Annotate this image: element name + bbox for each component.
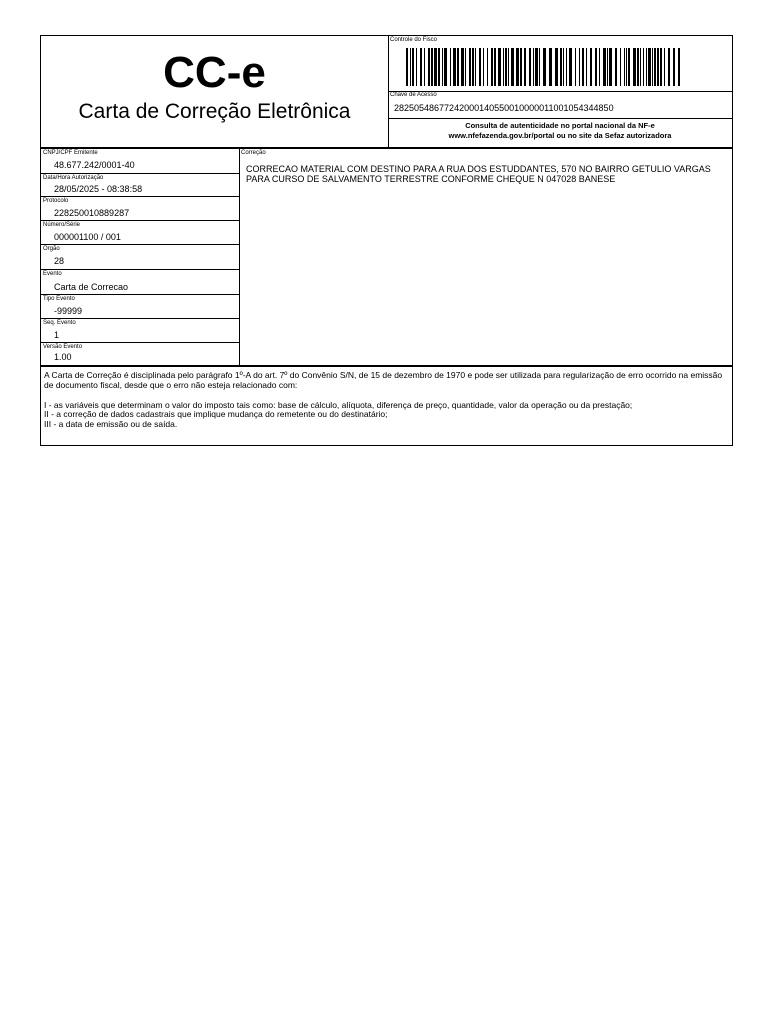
chave-acesso-cell	[388, 91, 732, 119]
legal-intro: A Carta de Correção é disciplinada pelo parágrafo 1º-A do art. 7º do Convênio S/N, de 15 de dezembro de 1970 e pode ser utilizada para regularização de erro ocorrido na emissão de documento fiscal, desde que o erro não esteja relacionado com:	[44, 370, 723, 390]
field-label: Versão Evento	[43, 344, 83, 350]
field-value: 28	[54, 256, 65, 266]
field-label: CNPJ/CPF Emitente	[43, 150, 98, 156]
legal-item-3: III - a data de emissão ou de saída.	[44, 419, 178, 430]
document-header	[40, 35, 733, 148]
field-value: -99999	[54, 306, 83, 316]
document-title: CC-e	[163, 48, 266, 97]
title-cell	[41, 36, 389, 147]
event-fields	[41, 149, 240, 365]
field-value: 1.00	[54, 352, 72, 362]
legal-notice	[40, 366, 733, 446]
controle-fisco-cell	[388, 36, 732, 92]
consulta-line-2: www.nfefazenda.gov.br/portal ou no site da Sefaz autorizadora	[448, 131, 672, 140]
field-tipo-evento	[41, 295, 239, 319]
consulta-line-1: Consulta de autenticidade no portal nacional da NF-e	[465, 121, 655, 130]
field-seq-evento	[41, 319, 239, 343]
field-label: Tipo Evento	[43, 296, 75, 302]
field-evento	[41, 270, 239, 295]
field-protocolo	[41, 197, 239, 221]
field-value: 228250010889287	[54, 208, 130, 218]
field-value: 1	[54, 330, 60, 340]
field-data-hora-autorizacao	[41, 174, 239, 197]
field-label: Seq. Evento	[43, 320, 76, 326]
field-cnpj-emitente	[41, 149, 239, 174]
consulta-cell	[388, 118, 732, 147]
field-label: Protocolo	[43, 198, 69, 204]
field-value: 000001100 / 001	[54, 232, 121, 242]
field-value: 48.677.242/0001-40	[54, 160, 135, 170]
document-subtitle: Carta de Correção Eletrônica	[78, 100, 351, 123]
field-numero-serie	[41, 221, 239, 245]
chave-acesso-label: Chave de Acesso	[390, 92, 437, 98]
field-label: Número/Série	[43, 222, 81, 228]
field-label: Orgão	[43, 246, 60, 252]
field-label: Evento	[43, 271, 62, 277]
legal-item-1: I - as variáveis que determinam o valor do imposto tais como: base de cálculo, alíquota, diferença de preço, quantidade, valor da operação ou da prestação;	[44, 399, 633, 410]
event-details	[40, 148, 733, 366]
controle-fisco-label: Controle do Fisco	[390, 37, 438, 43]
chave-acesso-value: 28250548677242000140550010000011001054344850	[394, 103, 614, 113]
legal-item-2: II - a correção de dados cadastrais que implique mudança do remetente ou do destinatário;	[44, 409, 388, 420]
field-value: Carta de Correcao	[54, 282, 129, 292]
field-label: Data/Hora Autorização	[43, 175, 104, 181]
field-value: 28/05/2025 - 08:38:58	[54, 184, 143, 194]
correcao-section	[239, 149, 732, 365]
correcao-label: Correção	[241, 150, 266, 156]
field-versao-evento	[41, 343, 239, 365]
field-orgao	[41, 245, 239, 270]
correcao-text: CORRECAO MATERIAL COM DESTINO PARA A RUA DOS ESTUDDANTES, 570 NO BAIRRO GETULIO VARGAS PARA CURSO DE SALVAMENTO TERRESTRE CONFORME CHEQUE N 047028 BANESE	[246, 164, 711, 184]
consulta-text	[388, 121, 732, 141]
barcode	[406, 48, 680, 86]
legal-text	[44, 371, 728, 430]
